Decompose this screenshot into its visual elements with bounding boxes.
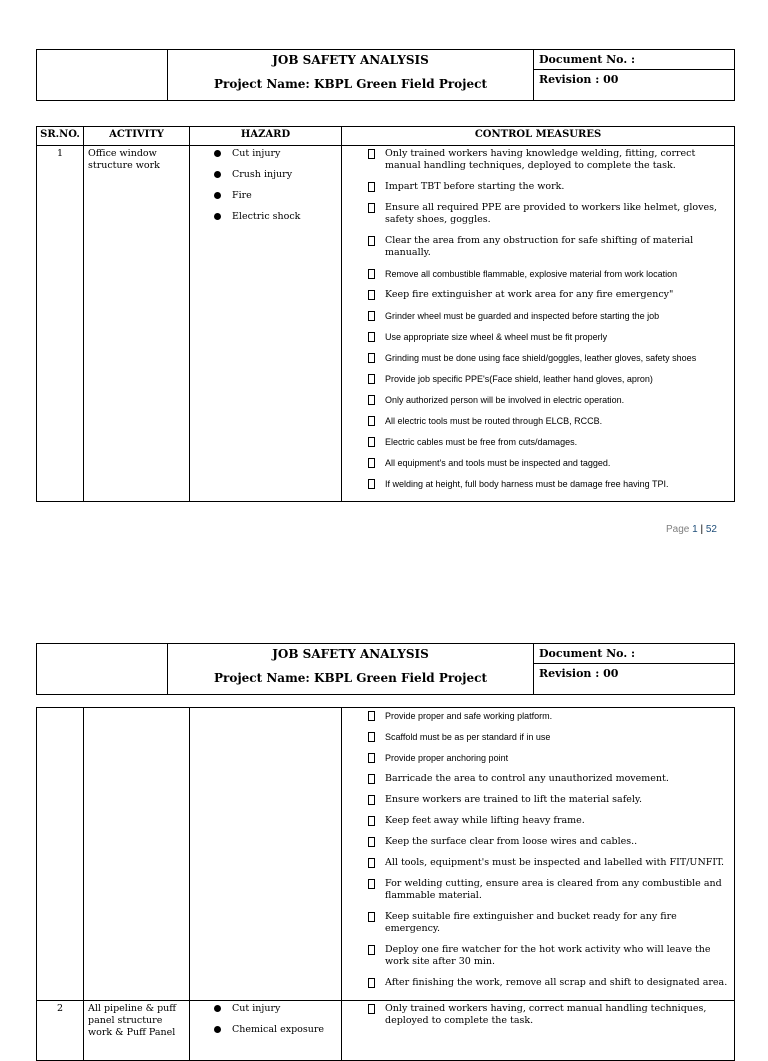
column-header-activity: ACTIVITY <box>84 127 190 146</box>
control-item: Keep fire extinguisher at work area for any fire emergency" <box>366 289 730 301</box>
title-cell <box>168 644 534 695</box>
table-row <box>37 146 735 502</box>
control-item: Clear the area from any obstruction for safe shifting of material manually. <box>366 235 730 259</box>
control-item: Provide job specific PPE's(Face shield, leather hand gloves, apron) <box>366 373 730 385</box>
hazard-cell <box>190 1001 342 1061</box>
revision-number: Revision : 00 <box>534 664 735 695</box>
hazard-cell <box>190 708 342 1001</box>
control-item: Provide proper and safe working platform. <box>366 710 730 722</box>
table-header-row <box>37 127 735 146</box>
revision-number: Revision : 00 <box>534 70 735 101</box>
control-item: Ensure all required PPE are provided to workers like helmet, gloves, safety shoes, goggles. <box>366 202 730 226</box>
hazard-item: Chemical exposure <box>214 1024 337 1036</box>
page-label: Page <box>666 524 693 535</box>
logo-cell <box>37 50 168 101</box>
column-header-hazard: HAZARD <box>190 127 342 146</box>
control-item: Grinder wheel must be guarded and inspected before starting the job <box>366 310 730 322</box>
document-title: JOB SAFETY ANALYSIS <box>272 53 429 67</box>
document-number: Document No. : <box>534 50 735 70</box>
project-name: Project Name: KBPL Green Field Project <box>213 671 487 685</box>
hazard-item: Crush injury <box>214 169 337 181</box>
activity-cell: Office window structure work <box>84 146 190 502</box>
page-separator: | <box>697 524 706 535</box>
control-item: Keep the surface clear from loose wires and cables.. <box>366 836 730 848</box>
control-item: Impart TBT before starting the work. <box>366 181 730 193</box>
jsa-table-page1 <box>36 126 735 502</box>
control-item: Grinding must be done using face shield/goggles, leather gloves, safety shoes <box>366 352 730 364</box>
sr-number: 1 <box>37 146 84 502</box>
sr-number: 2 <box>37 1001 84 1061</box>
sr-number <box>37 708 84 1001</box>
document-number: Document No. : <box>534 644 735 664</box>
page-number <box>666 524 717 535</box>
control-item: Keep feet away while lifting heavy frame. <box>366 815 730 827</box>
control-item: Use appropriate size wheel & wheel must be fit properly <box>366 331 730 343</box>
control-item: Electric cables must be free from cuts/damages. <box>366 436 730 448</box>
header-table-page2 <box>36 643 735 695</box>
hazard-item: Cut injury <box>214 148 337 160</box>
control-item: All electric tools must be routed through ELCB, RCCB. <box>366 415 730 427</box>
document-title: JOB SAFETY ANALYSIS <box>272 647 429 661</box>
column-header-control-measures: CONTROL MEASURES <box>342 127 735 146</box>
control-item: Only trained workers having, correct manual handling techniques, deployed to complete the task. <box>366 1003 730 1027</box>
control-measures-cell <box>342 708 735 1001</box>
hazard-item: Fire <box>214 190 337 202</box>
control-measures-cell <box>342 1001 735 1061</box>
header-table-page1 <box>36 49 735 101</box>
control-item: Barricade the area to control any unauthorized movement. <box>366 773 730 785</box>
total-pages: 52 <box>705 524 717 535</box>
control-item: Only trained workers having knowledge welding, fitting, correct manual handling techniques, deployed to complete the task. <box>366 148 730 172</box>
table-row <box>37 1001 735 1061</box>
hazard-cell <box>190 146 342 502</box>
control-item: For welding cutting, ensure area is cleared from any combustible and flammable material. <box>366 878 730 902</box>
control-item: Keep suitable fire extinguisher and bucket ready for any fire emergency. <box>366 911 730 935</box>
logo-cell <box>37 644 168 695</box>
column-header-srno: SR.NO. <box>37 127 84 146</box>
table-row <box>37 708 735 1001</box>
control-item: Provide proper anchoring point <box>366 752 730 764</box>
control-item: Ensure workers are trained to lift the material safely. <box>366 794 730 806</box>
project-name: Project Name: KBPL Green Field Project <box>213 77 487 91</box>
control-item: Scaffold must be as per standard if in use <box>366 731 730 743</box>
control-item: Only authorized person will be involved in electric operation. <box>366 394 730 406</box>
current-page: 1 <box>692 524 698 535</box>
activity-cell: All pipeline & puff panel structure work & Puff Panel <box>84 1001 190 1061</box>
control-item: Deploy one fire watcher for the hot work activity who will leave the work site after 30 min. <box>366 944 730 968</box>
control-item: If welding at height, full body harness must be damage free having TPI. <box>366 478 730 490</box>
control-item: After finishing the work, remove all scrap and shift to designated area. <box>366 977 730 989</box>
activity-cell <box>84 708 190 1001</box>
hazard-item: Electric shock <box>214 211 337 223</box>
control-item: All equipment's and tools must be inspected and tagged. <box>366 457 730 469</box>
hazard-item: Cut injury <box>214 1003 337 1015</box>
jsa-table-page2 <box>36 707 735 1061</box>
title-cell <box>168 50 534 101</box>
control-item: Remove all combustible flammable, explosive material from work location <box>366 268 730 280</box>
control-item: All tools, equipment's must be inspected and labelled with FIT/UNFIT. <box>366 857 730 869</box>
control-measures-cell <box>342 146 735 502</box>
